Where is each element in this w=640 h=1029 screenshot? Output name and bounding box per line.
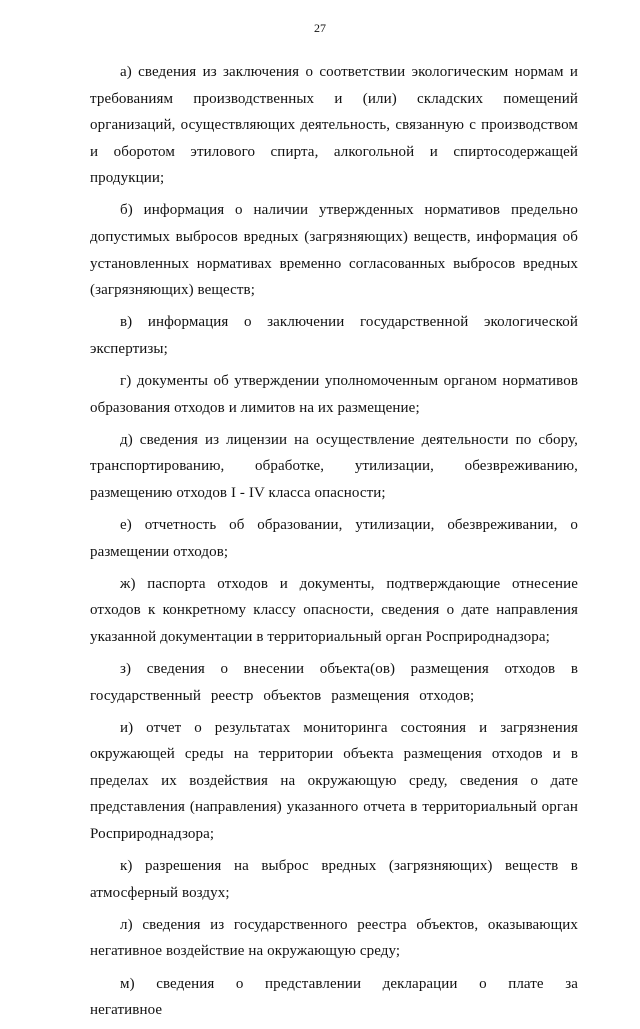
paragraph-k: к) разрешения на выброс вредных (загрязняющих) веществ в атмосферный воздух;	[90, 858, 578, 901]
paragraph-m: м) сведения о представлении декларации о плате за негативное	[90, 975, 578, 1019]
body-text	[90, 59, 578, 1029]
paragraph-z: з) сведения о внесении объекта(ов) размещения отходов в государственный реестр объектов размещения отходов;	[90, 660, 578, 704]
paragraph-l: л) сведения из государственного реестра объектов, оказывающих негативное воздействие на окружающую среду;	[90, 916, 578, 960]
paragraph-i: и) отчет о результатах мониторинга состояния и загрязнения окружающей среды на территории объекта размещения отходов и в пределах их воздействия на окружающую среду, сведения о дате представления (направления) указанного отчета в территориальный орган Росприроднадзора;	[90, 719, 578, 843]
paragraph-g: г) документы об утверждении уполномоченным органом нормативов образования отходов и лимитов на их размещение;	[90, 373, 578, 416]
paragraph-v: в) информация о заключении государственной экологической экспертизы;	[90, 314, 578, 357]
page-number: 27	[314, 21, 326, 35]
paragraph-zh: ж) паспорта отходов и документы, подтверждающие отнесение отходов к конкретному классу опасности, сведения о дате направления указанной документации в территориальный орган Росприроднадзора;	[90, 575, 578, 645]
paragraph-e: е) отчетность об образовании, утилизации, обезвреживании, о размещении отходов;	[90, 517, 578, 560]
paragraph-b: б) информация о наличии утвержденных нормативов предельно допустимых выбросов вредных (загрязняющих) веществ, информация об установленных нормативах временно согласованных выбросов вредных (загрязняющих) веществ;	[90, 202, 578, 299]
paragraph-a: а) сведения из заключения о соответствии экологическим нормам и требованиям производственных и (или) складских помещений организаций, осуществляющих деятельность, связанную с производством и оборотом этилового спирта, алкогольной и спиртосодержащей продукции;	[90, 64, 578, 187]
paragraph-d: д) сведения из лицензии на осуществление деятельности по сбору, транспортированию, обработке, утилизации, обезвреживанию, размещению отходов I - IV класса опасности;	[90, 431, 578, 501]
